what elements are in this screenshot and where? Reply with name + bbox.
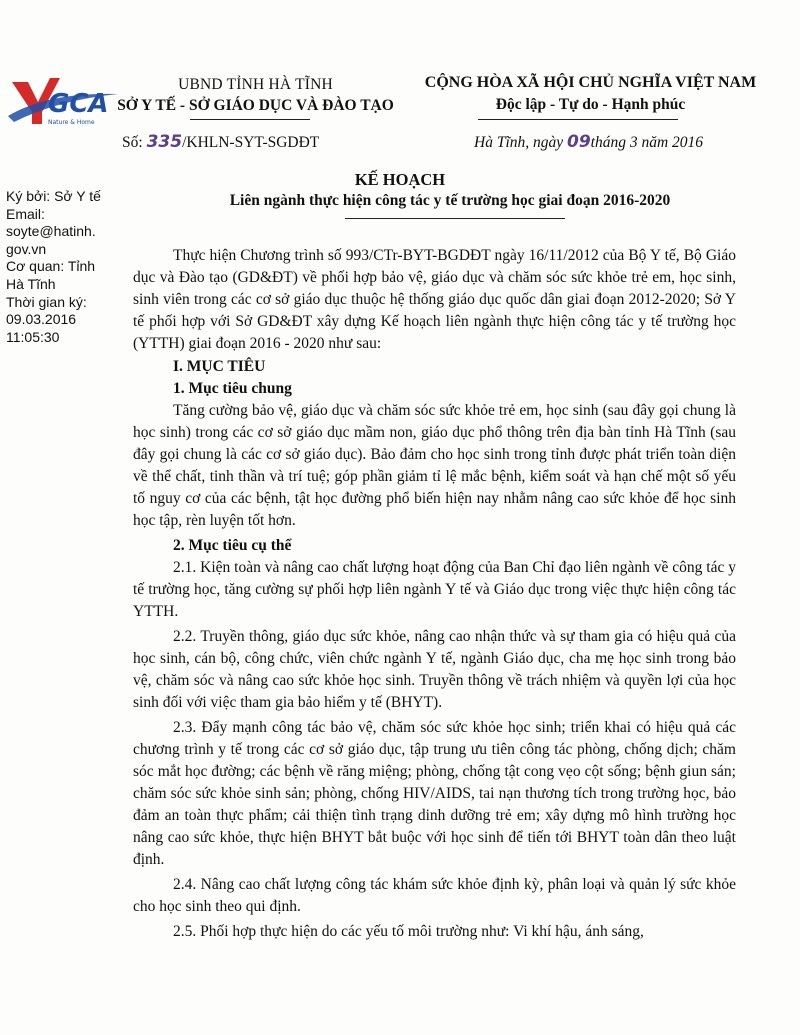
doc-no-handwritten: 335: [146, 132, 183, 152]
signature-line: 11:05:30: [6, 328, 60, 345]
nation-title: CỘNG HÒA XÃ HỘI CHỦ NGHĨA VIỆT NAM: [424, 74, 757, 91]
signature-line: gov.vn: [6, 240, 47, 257]
subsection-heading-specific: 2. Mục tiêu cụ thể: [173, 537, 292, 554]
date-day-handwritten: 09: [567, 132, 591, 152]
signature-line: Email:: [6, 205, 45, 222]
document-subtitle: Liên ngành thực hiện công tác y tế trường học giai đoạn 2016-2020: [229, 192, 671, 209]
org-line-1: UBND TỈNH HÀ TĨNH: [178, 76, 333, 93]
document-date: [474, 132, 703, 152]
signature-line: 09.03.2016: [6, 311, 77, 328]
digital-signature-info: [6, 188, 116, 346]
nation-motto: Độc lập - Tự do - Hạnh phúc: [495, 96, 686, 113]
specific-goal-item: 2.4. Nâng cao chất lượng công tác khám sức khỏe định kỳ, phân loại và quản lý sức khỏe cho học sinh theo qui định.: [133, 876, 736, 915]
signature-line: Ký bởi: Sở Y tế: [6, 188, 101, 204]
authority-underline: [190, 119, 310, 120]
signature-line: soyte@hatinh.: [6, 223, 96, 240]
signature-line: Cơ quan: Tỉnh: [6, 258, 96, 275]
specific-goal-item: 2.1. Kiện toàn và nâng cao chất lượng hoạt động của Ban Chỉ đạo liên ngành về công tác y tế trường học, tăng cường sự phối hợp liên ngành Y tế và Giáo dục trong việc thực hiện công tác YTTH.: [133, 559, 736, 620]
date-prefix: Hà Tĩnh, ngày: [474, 134, 564, 151]
doc-no-label: Số:: [122, 134, 143, 151]
subsection-heading-general: 1. Mục tiêu chung: [173, 380, 292, 397]
doc-no-suffix: /KHLN-SYT-SGDĐT: [182, 134, 320, 151]
subtitle-underline: [345, 218, 565, 219]
issuing-authority: [108, 74, 403, 116]
signature-line: Thời gian ký:: [6, 293, 87, 310]
ygca-logo: [8, 72, 123, 134]
org-line-2: SỞ Y TẾ - SỞ GIÁO DỤC VÀ ĐÀO TẠO: [117, 97, 394, 114]
intro-paragraph: Thực hiện Chương trình số 993/CTr-BYT-BGDĐT ngày 16/11/2012 của Bộ Y tế, Bộ Giáo dục và Đào tạo (GD&ĐT) về phối hợp bảo vệ, giáo dục và chăm sóc sức khỏe trẻ em, học sinh, sinh viên trong các cơ sở giáo dục thuộc hệ thống giáo dục quốc dân giai đoạn 2012-2020; Sở Y tế phối hợp với Sở GD&ĐT xây dựng Kế hoạch liên ngành thực hiện công tác y tế trường học (YTTH) giai đoạn 2016 - 2020 như sau:: [133, 247, 736, 352]
specific-goal-item: 2.5. Phối hợp thực hiện do các yếu tố môi trường như: Vi khí hậu, ánh sáng,: [173, 923, 644, 940]
date-suffix: tháng 3 năm 2016: [590, 134, 704, 151]
svg-text:GCA: GCA: [48, 89, 109, 119]
specific-goal-item: 2.3. Đẩy mạnh công tác bảo vệ, chăm sóc sức khỏe học sinh; triển khai có hiệu quả các chương trình y tế trong các cơ sở giáo dục, tập trung ưu tiên công tác phòng, chống dịch; chăm sóc mắt học đường; các bệnh về răng miệng; phòng, chống tật cong vẹo cột sống; bệnh giun sán; chăm sóc sức khỏe sinh sản; phòng, chống HIV/AIDS, tai nạn thương tích trong trường học, bảo đảm an toàn thực phẩm; cải thiện tình trạng dinh dưỡng trẻ em; xây dựng mô hình trường học nâng cao sức khỏe, thực hiện BHYT bắt buộc với học sinh để tiến tới BHYT toàn dân theo luật định.: [133, 719, 736, 868]
general-goal-paragraph: Tăng cường bảo vệ, giáo dục và chăm sóc sức khỏe trẻ em, học sinh (sau đây gọi chung là học sinh) trong các cơ sở giáo dục mầm non, giáo dục phổ thông trên địa bàn tỉnh Hà Tĩnh (sau đây gọi chung là các cơ sở giáo dục). Bảo đảm cho học sinh trong tỉnh được phát triển toàn diện về thể chất, tinh thần và trí tuệ; góp phần giảm tỉ lệ mắc bệnh, kiểm soát và hạn chế một số yếu tố nguy cơ của các bệnh, tật học đường phổ biến hiện nay nhằm nâng cao sức khỏe để học sinh học tập, rèn luyện tốt hơn.: [133, 402, 736, 529]
signature-line: Hà Tĩnh: [6, 275, 56, 292]
document-title: KẾ HOẠCH: [354, 170, 446, 189]
document-body: [133, 245, 736, 943]
national-header: [398, 72, 783, 116]
svg-text:Nature & Home: Nature & Home: [48, 119, 95, 126]
section-heading-goals: I. MỤC TIÊU: [173, 358, 266, 375]
specific-goal-item: 2.2. Truyền thông, giáo dục sức khỏe, nâng cao nhận thức và sự tham gia có hiệu quả của học sinh, cán bộ, công chức, viên chức ngành Y tế, ngành Giáo dục, cha mẹ học sinh trong bảo vệ, chăm sóc và nâng cao sức khỏe học sinh. Truyền thông về trách nhiệm và quyền lợi của học sinh đối với việc tham gia bảo hiểm y tế (BHYT).: [133, 628, 736, 711]
document-number: [122, 132, 319, 152]
motto-underline: [478, 119, 678, 120]
